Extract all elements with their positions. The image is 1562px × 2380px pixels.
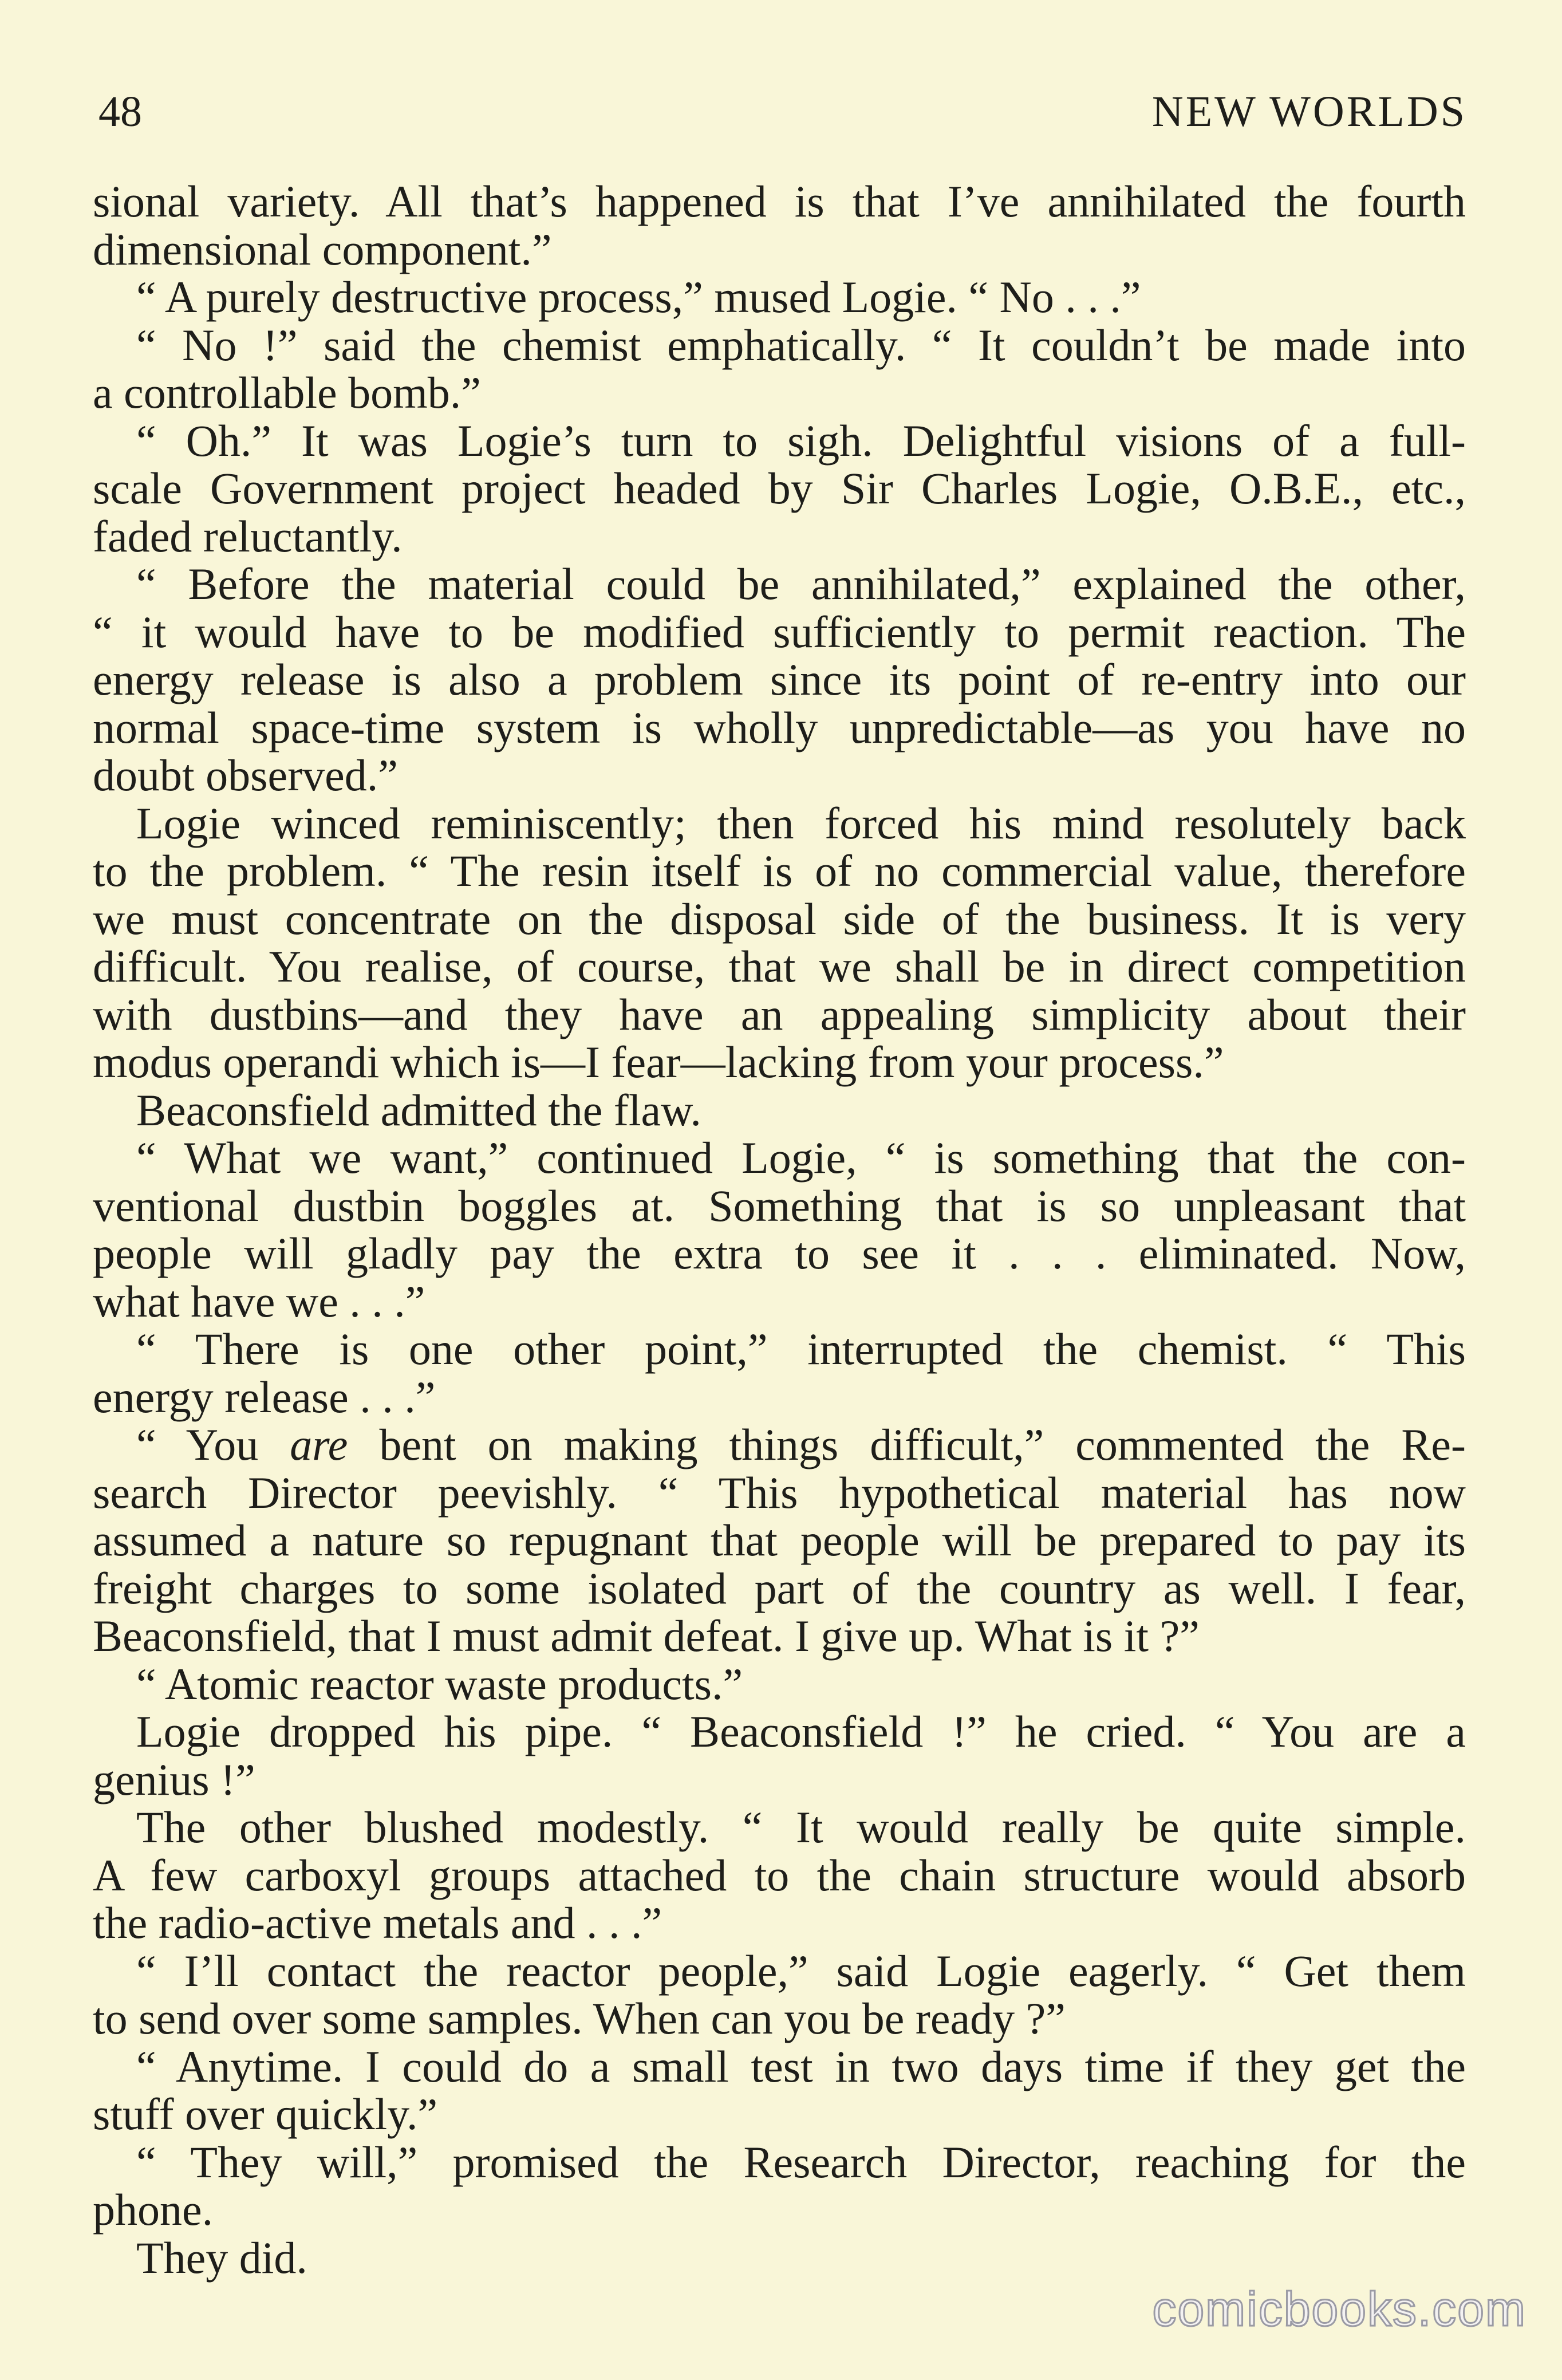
text-line: people will gladly pay the extra to see it . . . eliminated. Now, bbox=[93, 1228, 1466, 1278]
text-line: the radio-active metals and . . .” bbox=[93, 1898, 662, 1948]
text-line: freight charges to some isolated part of the country as well. I fear, bbox=[93, 1563, 1466, 1613]
text-line: search Director peevishly. “ This hypothetical material has now bbox=[93, 1467, 1466, 1518]
text-line: modus operandi which is—I fear—lacking from your process.” bbox=[93, 1037, 1224, 1087]
text-line: phone. bbox=[93, 2185, 214, 2235]
text-line: “ No !” said the chemist emphatically. “ It couldn’t be made into bbox=[136, 320, 1466, 370]
text-line: a controllable bomb.” bbox=[93, 368, 481, 417]
text-line: faded reluctantly. bbox=[93, 511, 403, 561]
text-line: “ There is one other point,” interrupted the chemist. “ This bbox=[136, 1324, 1466, 1374]
text-line: The other blushed modestly. “ It would really be quite simple. bbox=[136, 1802, 1466, 1852]
text-line: “ Anytime. I could do a small test in two days time if they get the bbox=[136, 2041, 1466, 2091]
text-line: “ Atomic reactor waste products.” bbox=[136, 1658, 743, 1709]
text-line: Logie dropped his pipe. “ Beaconsfield !” he cried. “ You are a bbox=[136, 1707, 1466, 1756]
page-header bbox=[98, 80, 1467, 143]
text-line: to the problem. “ The resin itself is of no commercial value, therefore bbox=[93, 846, 1466, 896]
text-line: dimensional component.” bbox=[93, 224, 552, 274]
text-line: assumed a nature so repugnant that people will be prepared to pay its bbox=[93, 1515, 1466, 1565]
text-line: They did. bbox=[136, 2232, 307, 2283]
text-line: energy release is also a problem since its point of re-entry into our bbox=[93, 655, 1466, 704]
watermark-logo: comicbooks.com bbox=[1152, 2282, 1527, 2336]
text-line: doubt observed.” bbox=[93, 750, 398, 800]
text-line: “ What we want,” continued Logie, “ is something that the con- bbox=[136, 1133, 1466, 1183]
text-line: “ Before the material could be annihilated,” explained the other, bbox=[136, 559, 1466, 609]
page-number: 48 bbox=[98, 88, 142, 136]
text-line: we must concentrate on the disposal side of the business. It is very bbox=[93, 893, 1466, 944]
text-line: what have we . . .” bbox=[93, 1276, 425, 1326]
text-line: Beaconsfield, that I must admit defeat. I give up. What is it ?” bbox=[93, 1611, 1200, 1661]
text-line: “ You are bent on making things difficult,” commented the Re- bbox=[136, 1420, 1466, 1469]
text-line: scale Government project headed by Sir Charles Logie, O.B.E., etc., bbox=[93, 463, 1466, 513]
text-line: “ A purely destructive process,” mused Logie. “ No . . .” bbox=[136, 272, 1141, 322]
text-line: Beaconsfield admitted the flaw. bbox=[136, 1085, 701, 1135]
text-line: with dustbins—and they have an appealing simplicity about their bbox=[93, 989, 1466, 1039]
text-line: “ Oh.” It was Logie’s turn to sigh. Delightful visions of a full- bbox=[136, 415, 1466, 466]
text-line: “ I’ll contact the reactor people,” said Logie eagerly. “ Get them bbox=[136, 1945, 1466, 1996]
text-line: genius !” bbox=[93, 1754, 255, 1804]
text-line: normal space-time system is wholly unpredictable—as you have no bbox=[93, 702, 1466, 752]
text-line: stuff over quickly.” bbox=[93, 2089, 438, 2139]
text-line: to send over some samples. When can you be ready ?” bbox=[93, 1993, 1066, 2043]
text-line: Logie winced reminiscently; then forced his mind resolutely back bbox=[136, 798, 1466, 848]
text-line: energy release . . .” bbox=[93, 1372, 436, 1422]
text-line: ventional dustbin boggles at. Something that is so unpleasant that bbox=[93, 1180, 1466, 1231]
text-line: “ it would have to be modified sufficiently to permit reaction. The bbox=[93, 606, 1466, 657]
text-line: A few carboxyl groups attached to the chain structure would absorb bbox=[93, 1850, 1466, 1900]
text-line: sional variety. All that’s happened is that I’ve annihilated the fourth bbox=[93, 176, 1466, 226]
running-title: NEW WORLDS bbox=[1151, 88, 1467, 136]
text-line: “ They will,” promised the Research Director, reaching for the bbox=[136, 2137, 1466, 2187]
story-text bbox=[93, 178, 1466, 2282]
text-line: difficult. You realise, of course, that we shall be in direct competition bbox=[93, 941, 1466, 991]
